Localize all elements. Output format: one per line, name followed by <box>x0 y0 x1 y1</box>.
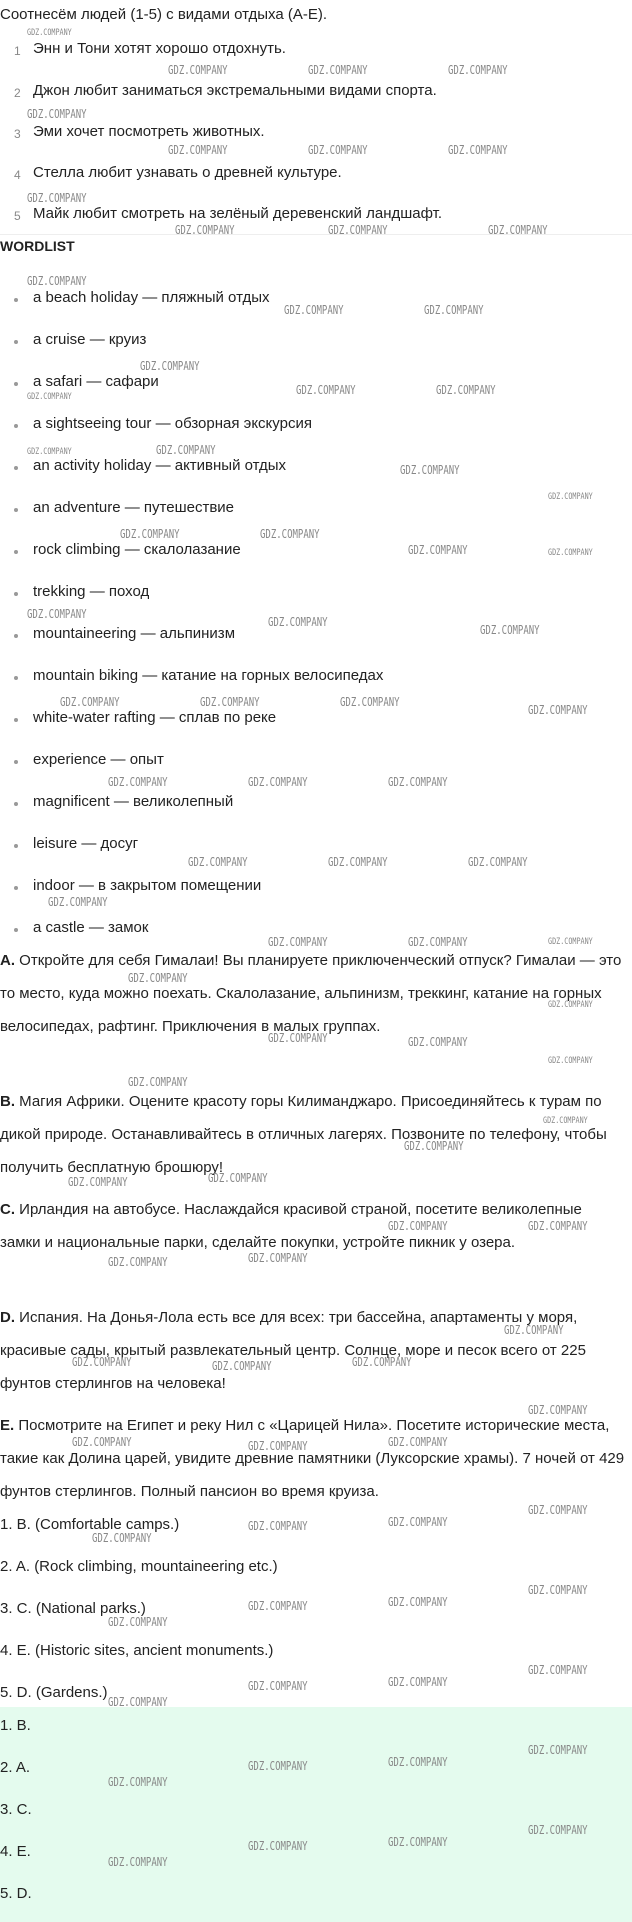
watermark: GDZ.COMPANY <box>27 191 87 205</box>
watermark: GDZ.COMPANY <box>27 392 72 402</box>
list-item: Стелла любит узнавать о древней культуре. <box>33 164 342 181</box>
wordlist-item: indoor — в закрытом помещении <box>33 877 262 894</box>
watermark: GDZ.COMPANY <box>248 1679 308 1693</box>
watermark: GDZ.COMPANY <box>128 971 188 985</box>
watermark: GDZ.COMPANY <box>72 1355 132 1369</box>
watermark: GDZ.COMPANY <box>436 383 496 397</box>
watermark: GDZ.COMPANY <box>528 1219 588 1233</box>
watermark: GDZ.COMPANY <box>296 383 356 397</box>
answer-line: 5. D. (Gardens.) <box>0 1684 108 1701</box>
bullet <box>14 508 18 512</box>
offer-paragraph <box>0 944 626 1043</box>
offer-text: Откройте для себя Гималаи! Вы планируете приключенческий отпуск? Гималаи — это то место, куда можно поехать. Скалолазание, альпинизм, треккинг, катание на горных велосипедах, рафтинг. Приключения в малых группах. <box>0 952 622 1035</box>
answer-line: 2. A. (Rock climbing, mountaineering etc.) <box>0 1558 278 1575</box>
short-answer: 3. C. <box>0 1801 32 1818</box>
watermark: GDZ.COMPANY <box>548 1056 593 1066</box>
watermark: GDZ.COMPANY <box>388 1835 448 1849</box>
offer-text: Посмотрите на Египет и реку Нил с «Царицей Нила». Посетите исторические места, такие как Долина царей, увидите древние памятники (Луксорские храмы). 7 ночей от 429 фунтов стерлингов. Полный пансион во время круиза. <box>0 1417 625 1500</box>
offer-paragraph <box>0 1085 626 1184</box>
watermark: GDZ.COMPANY <box>352 1355 412 1369</box>
short-answer: 5. D. <box>0 1885 32 1902</box>
watermark: GDZ.COMPANY <box>308 143 368 157</box>
watermark: GDZ.COMPANY <box>248 1839 308 1853</box>
wordlist-item: magnificent — великолепный <box>33 793 234 810</box>
wordlist-item: a cruise — круиз <box>33 331 147 348</box>
watermark: GDZ.COMPANY <box>548 1000 593 1010</box>
watermark: GDZ.COMPANY <box>528 703 588 717</box>
wordlist-item: a castle — замок <box>33 919 149 936</box>
watermark: GDZ.COMPANY <box>408 935 468 949</box>
answer-box <box>0 1707 632 1922</box>
watermark: GDZ.COMPANY <box>188 855 248 869</box>
watermark: GDZ.COMPANY <box>284 303 344 317</box>
bullet <box>14 592 18 596</box>
watermark: GDZ.COMPANY <box>168 143 228 157</box>
list-item: Энн и Тони хотят хорошо отдохнуть. <box>33 40 286 57</box>
list-item: Джон любит заниматься экстремальными видами спорта. <box>33 82 437 99</box>
watermark: GDZ.COMPANY <box>388 1219 448 1233</box>
offer-paragraph <box>0 1409 626 1508</box>
watermark: GDZ.COMPANY <box>168 63 228 77</box>
watermark: GDZ.COMPANY <box>448 63 508 77</box>
wordlist-item: a beach holiday — пляжный отдых <box>33 289 270 306</box>
watermark: GDZ.COMPANY <box>156 443 216 457</box>
watermark: GDZ.COMPANY <box>175 223 235 237</box>
bullet <box>14 634 18 638</box>
wordlist-item: an adventure — путешествие <box>33 499 235 516</box>
watermark: GDZ.COMPANY <box>528 1823 588 1837</box>
item-number: 3 <box>14 127 21 141</box>
watermark: GDZ.COMPANY <box>548 548 593 558</box>
watermark: GDZ.COMPANY <box>424 303 484 317</box>
offer-paragraph <box>0 1301 626 1400</box>
watermark: GDZ.COMPANY <box>27 447 72 457</box>
offer-label: A. <box>0 952 15 969</box>
watermark: GDZ.COMPANY <box>528 1403 588 1417</box>
watermark: GDZ.COMPANY <box>108 1695 168 1709</box>
list-item: Майк любит смотреть на зелёный деревенский ландшафт. <box>33 205 442 222</box>
watermark: GDZ.COMPANY <box>404 1139 464 1153</box>
watermark: GDZ.COMPANY <box>400 463 460 477</box>
watermark: GDZ.COMPANY <box>200 695 260 709</box>
offer-label: B. <box>0 1093 15 1110</box>
watermark: GDZ.COMPANY <box>504 1323 564 1337</box>
wordlist-item: leisure — досуг <box>33 835 139 852</box>
wordlist-item: trekking — поход <box>33 583 150 600</box>
watermark: GDZ.COMPANY <box>27 28 72 38</box>
bullet <box>14 382 18 386</box>
offer-label: D. <box>0 1309 15 1326</box>
offer-text: Магия Африки. Оцените красоту горы Килиманджаро. Присоединяйтесь к турам по дикой природе. Останавливайтесь в отличных лагерях. Позвоните по телефону, чтобы получить бесплатную брошюру! <box>0 1093 607 1176</box>
watermark: GDZ.COMPANY <box>468 855 528 869</box>
list-item: Эми хочет посмотреть животных. <box>33 123 265 140</box>
bullet <box>14 928 18 932</box>
offer-text: Испания. На Донья-Лола есть все для всех: три бассейна, апартаменты у моря, красивые сады, крытый развлекательный центр. Солнце, море и песок всего от 225 фунтов стерлингов на человека! <box>0 1309 586 1392</box>
watermark: GDZ.COMPANY <box>268 1031 328 1045</box>
answer-line: 3. C. (National parks.) <box>0 1600 146 1617</box>
item-number: 5 <box>14 209 21 223</box>
wordlist-item: a safari — сафари <box>33 373 159 390</box>
watermark: GDZ.COMPANY <box>60 695 120 709</box>
watermark: GDZ.COMPANY <box>68 1175 128 1189</box>
watermark: GDZ.COMPANY <box>212 1359 272 1373</box>
watermark: GDZ.COMPANY <box>128 1075 188 1089</box>
bullet <box>14 802 18 806</box>
watermark: GDZ.COMPANY <box>268 935 328 949</box>
watermark: GDZ.COMPANY <box>248 775 308 789</box>
answer-line: 4. E. (Historic sites, ancient monuments.) <box>0 1642 274 1659</box>
wordlist-title: WORDLIST <box>0 238 75 254</box>
bullet <box>14 760 18 764</box>
watermark: GDZ.COMPANY <box>408 1035 468 1049</box>
watermark: GDZ.COMPANY <box>388 1515 448 1529</box>
wordlist-item: rock climbing — скалолазание <box>33 541 241 558</box>
watermark: GDZ.COMPANY <box>488 223 548 237</box>
watermark: GDZ.COMPANY <box>108 1615 168 1629</box>
offer-label: C. <box>0 1201 15 1218</box>
watermark: GDZ.COMPANY <box>108 1855 168 1869</box>
answer-line: 1. B. (Comfortable camps.) <box>0 1516 180 1533</box>
bullet <box>14 424 18 428</box>
wordlist-item: mountain biking — катание на горных велосипедах <box>33 667 384 684</box>
watermark: GDZ.COMPANY <box>388 1595 448 1609</box>
item-number: 1 <box>14 44 21 58</box>
watermark: GDZ.COMPANY <box>208 1171 268 1185</box>
watermark: GDZ.COMPANY <box>480 623 540 637</box>
watermark: GDZ.COMPANY <box>72 1435 132 1449</box>
watermark: GDZ.COMPANY <box>248 1519 308 1533</box>
watermark: GDZ.COMPANY <box>248 1599 308 1613</box>
short-answer: 1. B. <box>0 1717 31 1734</box>
watermark: GDZ.COMPANY <box>388 1755 448 1769</box>
task-heading: Соотнесём людей (1-5) с видами отдыха (А-Е). <box>0 6 328 23</box>
watermark: GDZ.COMPANY <box>448 143 508 157</box>
watermark: GDZ.COMPANY <box>543 1116 588 1126</box>
watermark: GDZ.COMPANY <box>308 63 368 77</box>
short-answer: 2. A. <box>0 1759 31 1776</box>
watermark: GDZ.COMPANY <box>27 274 87 288</box>
bullet <box>14 550 18 554</box>
watermark: GDZ.COMPANY <box>528 1743 588 1757</box>
watermark: GDZ.COMPANY <box>248 1759 308 1773</box>
watermark: GDZ.COMPANY <box>268 615 328 629</box>
watermark: GDZ.COMPANY <box>108 1775 168 1789</box>
watermark: GDZ.COMPANY <box>388 1435 448 1449</box>
item-number: 2 <box>14 86 21 100</box>
item-number: 4 <box>14 168 21 182</box>
watermark: GDZ.COMPANY <box>108 1255 168 1269</box>
bullet <box>14 844 18 848</box>
watermark: GDZ.COMPANY <box>388 775 448 789</box>
bullet <box>14 298 18 302</box>
watermark: GDZ.COMPANY <box>340 695 400 709</box>
offer-text: Ирландия на автобусе. Наслаждайся красивой страной, посетите великолепные замки и национальные парки, сделайте покупки, устройте пикник у озера. <box>0 1201 582 1251</box>
watermark: GDZ.COMPANY <box>27 607 87 621</box>
watermark: GDZ.COMPANY <box>120 527 180 541</box>
watermark: GDZ.COMPANY <box>388 1675 448 1689</box>
watermark: GDZ.COMPANY <box>408 543 468 557</box>
bullet <box>14 718 18 722</box>
watermark: GDZ.COMPANY <box>548 937 593 947</box>
watermark: GDZ.COMPANY <box>27 107 87 121</box>
wordlist-item: experience — опыт <box>33 751 164 768</box>
wordlist-item: white-water rafting — сплав по реке <box>33 709 277 726</box>
watermark: GDZ.COMPANY <box>248 1439 308 1453</box>
watermark: GDZ.COMPANY <box>548 492 593 502</box>
watermark: GDZ.COMPANY <box>528 1583 588 1597</box>
watermark: GDZ.COMPANY <box>248 1251 308 1265</box>
watermark: GDZ.COMPANY <box>328 855 388 869</box>
bullet <box>14 676 18 680</box>
wordlist-item: an activity holiday — активный отдых <box>33 457 287 474</box>
bullet <box>14 886 18 890</box>
wordlist-item: a sightseeing tour — обзорная экскурсия <box>33 415 312 432</box>
watermark: GDZ.COMPANY <box>92 1531 152 1545</box>
watermark: GDZ.COMPANY <box>528 1503 588 1517</box>
watermark: GDZ.COMPANY <box>108 775 168 789</box>
watermark: GDZ.COMPANY <box>328 223 388 237</box>
watermark: GDZ.COMPANY <box>260 527 320 541</box>
watermark: GDZ.COMPANY <box>528 1663 588 1677</box>
offer-label: E. <box>0 1417 15 1434</box>
watermark: GDZ.COMPANY <box>48 895 108 909</box>
bullet <box>14 466 18 470</box>
wordlist-item: mountaineering — альпинизм <box>33 625 236 642</box>
watermark: GDZ.COMPANY <box>140 359 200 373</box>
short-answer: 4. E. <box>0 1843 31 1860</box>
bullet <box>14 340 18 344</box>
